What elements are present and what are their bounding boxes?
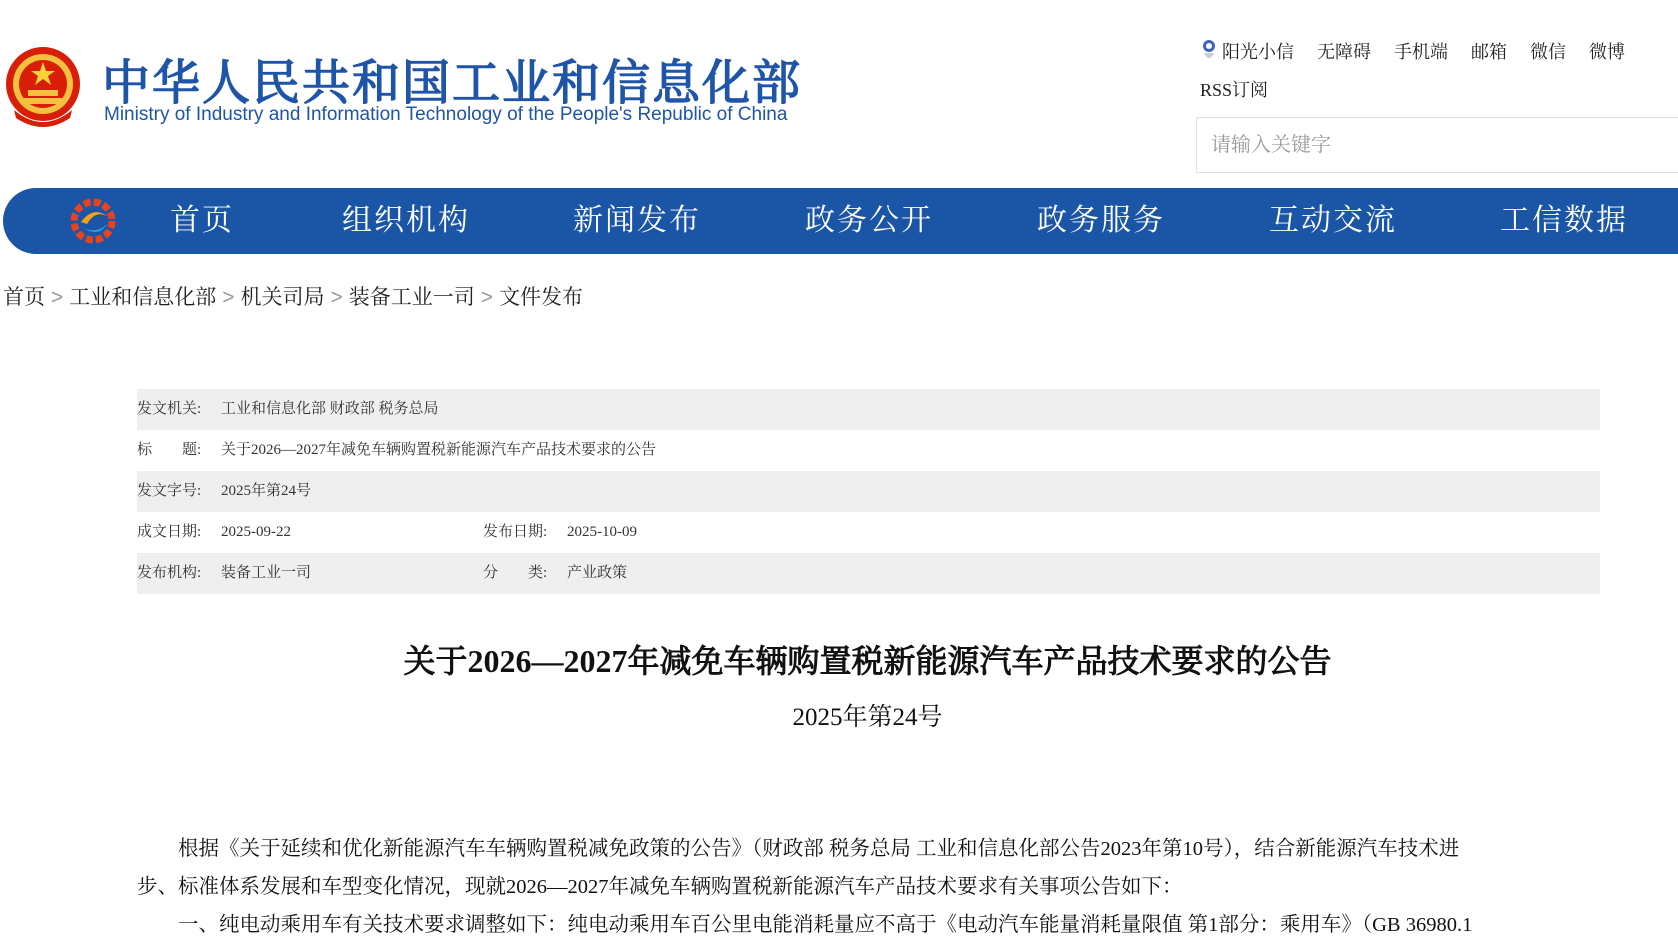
publish-date-label: 发布日期: — [483, 524, 548, 540]
link-wechat[interactable]: 微信 — [1530, 42, 1566, 62]
nav-home[interactable]: 首页 — [170, 204, 234, 237]
publisher-value: 装备工业一司 — [221, 565, 312, 581]
national-emblem-icon — [4, 44, 82, 128]
breadcrumb-equipment-dept[interactable]: 装备工业一司 — [348, 286, 475, 309]
breadcrumb-miit[interactable]: 工业和信息化部 — [69, 286, 217, 309]
search-input[interactable] — [1197, 118, 1678, 172]
breadcrumb-separator: > — [330, 286, 343, 309]
breadcrumb-documents[interactable]: 文件发布 — [499, 286, 584, 309]
site-title-cn[interactable]: 中华人民共和国工业和信息化部 — [102, 57, 803, 110]
article-paragraph: 步、标准体系发展和车型变化情况，现就2026—2027年减免车辆购置税新能源汽车产品技术要求有关事项公告如下： — [137, 876, 1183, 898]
info-row-title — [137, 430, 1600, 471]
link-mobile[interactable]: 手机端 — [1394, 42, 1448, 62]
info-row-publisher — [137, 553, 1600, 594]
number-value: 2025年第24号 — [221, 483, 312, 499]
article-number: 2025年第24号 — [792, 704, 943, 731]
article-paragraph: 根据《关于延续和优化新能源汽车车辆购置税减免政策的公告》（财政部 税务总局 工业和信息化部公告2023年第10号），结合新能源汽车技术进 — [137, 838, 1460, 860]
nav-news[interactable]: 新闻发布 — [573, 204, 701, 237]
breadcrumb-home[interactable]: 首页 — [3, 286, 45, 309]
link-weibo[interactable]: 微博 — [1589, 42, 1625, 62]
category-value: 产业政策 — [567, 565, 628, 581]
nav-gov-affairs[interactable]: 政务公开 — [805, 204, 933, 237]
written-date-value: 2025-09-22 — [221, 524, 291, 540]
top-links — [1200, 38, 1670, 102]
written-date-label: 成文日期: — [137, 524, 202, 540]
breadcrumb-separator: > — [222, 286, 235, 309]
title-value: 关于2026—2027年减免车辆购置税新能源汽车产品技术要求的公告 — [221, 442, 657, 458]
publish-date-value: 2025-10-09 — [567, 524, 637, 540]
issuer-label: 发文机关: — [137, 401, 202, 417]
info-row-issuer — [137, 389, 1600, 430]
nav-gov-services[interactable]: 政务服务 — [1037, 204, 1165, 237]
title-label: 标 题: — [137, 442, 202, 458]
nav-organization[interactable]: 组织机构 — [342, 204, 470, 237]
breadcrumb — [3, 281, 583, 311]
number-label: 发文字号: — [137, 483, 202, 499]
article-title: 关于2026—2027年减免车辆购置税新能源汽车产品技术要求的公告 — [403, 643, 1332, 679]
search-box — [1196, 117, 1678, 173]
nav-interaction[interactable]: 互动交流 — [1269, 204, 1397, 237]
info-row-dates — [137, 512, 1600, 553]
breadcrumb-departments[interactable]: 机关司局 — [240, 286, 325, 309]
publisher-label: 发布机构: — [137, 565, 202, 581]
main-nav — [3, 188, 1678, 254]
link-email[interactable]: 邮箱 — [1471, 42, 1507, 62]
info-row-number — [137, 471, 1600, 512]
mascot-icon — [1200, 39, 1218, 63]
breadcrumb-separator: > — [480, 286, 494, 309]
category-label: 分 类: — [483, 565, 548, 581]
site-title-en[interactable]: Ministry of Industry and Information Technology of the People's Republic of China — [104, 104, 788, 125]
link-sunshine[interactable]: 阳光小信 — [1222, 42, 1294, 62]
document-info-table — [137, 389, 1600, 594]
nav-data[interactable]: 工信数据 — [1500, 204, 1628, 237]
article-paragraph: 一、纯电动乘用车有关技术要求调整如下：纯电动乘用车百公里电能消耗量应不高于《电动汽车能量消耗量限值 第1部分：乘用车》（GB 36980.1 — [137, 914, 1473, 936]
link-rss[interactable]: RSS订阅 — [1200, 80, 1269, 100]
ministry-logo-icon[interactable] — [69, 198, 117, 244]
issuer-value: 工业和信息化部 财政部 税务总局 — [221, 401, 439, 417]
link-accessibility[interactable]: 无障碍 — [1317, 42, 1371, 62]
breadcrumb-separator: > — [51, 286, 64, 309]
